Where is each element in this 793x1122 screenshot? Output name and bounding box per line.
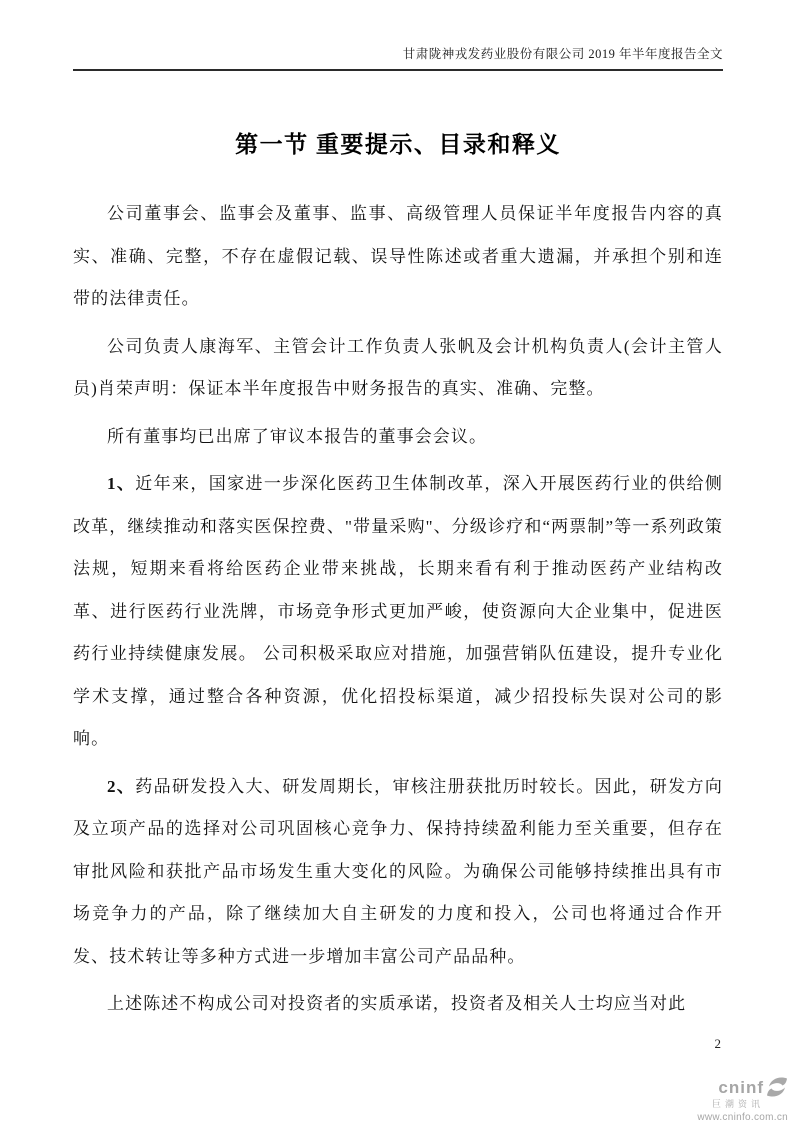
page-header — [73, 44, 723, 71]
paragraph — [73, 983, 723, 1026]
paragraph-text: 公司董事会、监事会及董事、监事、高级管理人员保证半年度报告内容的真实、准确、完整，不存在虚假记载、误导性陈述或者重大遗漏，并承担个别和连带的法律责任。 — [73, 204, 723, 308]
cninfo-url: www.cninfo.com.cn — [697, 1112, 788, 1122]
cninfo-chinese-name: 巨潮资讯 — [711, 1099, 764, 1109]
paragraph-text: 上述陈述不构成公司对投资者的实质承诺，投资者及相关人士均应当对此 — [107, 994, 687, 1013]
paragraph-number: 1、 — [107, 474, 136, 493]
cninfo-swirl-icon — [766, 1077, 788, 1097]
body-text — [73, 193, 723, 1026]
paragraph — [73, 193, 723, 321]
cninfo-brand-text: cninf — [718, 1077, 764, 1097]
section-title: 第一节 重要提示、目录和释义 — [235, 132, 561, 157]
paragraph-text: 近年来，国家进一步深化医药卫生体制改革，深入开展医药行业的供给侧改革，继续推动和落实医保控费、"带量采购"、分级诊疗和“两票制”等一系列政策法规，短期来看将给医药企业带来挑战，长期来看有利于推动医药产业结构改革、进行医药行业洗牌，市场竞争形式更加严峻，使资源向大企业集中，促进医药行业持续健康发展。 公司积极采取应对措施，加强营销队伍建设，提升专业化学术支撑，通过整合各种资源，优化招投标渠道，减少招投标失误对公司的影响。 — [73, 474, 724, 748]
header-title: 甘肃陇神戎发药业股份有限公司 2019 年半年度报告全文 — [402, 47, 723, 61]
cninfo-watermark — [697, 1077, 788, 1122]
paragraph — [73, 326, 723, 411]
paragraph — [73, 463, 723, 761]
paragraph — [73, 766, 723, 979]
paragraph-number: 2、 — [107, 776, 136, 796]
paragraph-text: 药品研发投入大、研发周期长，审核注册获批历时较长。因此，研发方向及立项产品的选择对公司巩固核心竞争力、保持持续盈利能力至关重要，但存在审批风险和获批产品市场发生重大变化的风险。为确保公司能够持续推出具有市场竞争力的产品，除了继续加大自主研发的力度和投入，公司也将通过合作开发、技术转让等多种方式进一步增加丰富公司产品品种。 — [73, 776, 724, 966]
document-content — [73, 114, 723, 1031]
paragraph-text: 所有董事均已出席了审议本报告的董事会会议。 — [107, 426, 488, 446]
cninfo-logo-row — [697, 1077, 788, 1097]
paragraph-text: 公司负责人康海军、主管会计工作负责人张帆及会计机构负责人(会计主管人员)肖荣声明：保证本半年度报告中财务报告的真实、准确、完整。 — [73, 336, 723, 398]
page-number: 2 — [714, 1036, 721, 1051]
paragraph — [73, 416, 723, 459]
